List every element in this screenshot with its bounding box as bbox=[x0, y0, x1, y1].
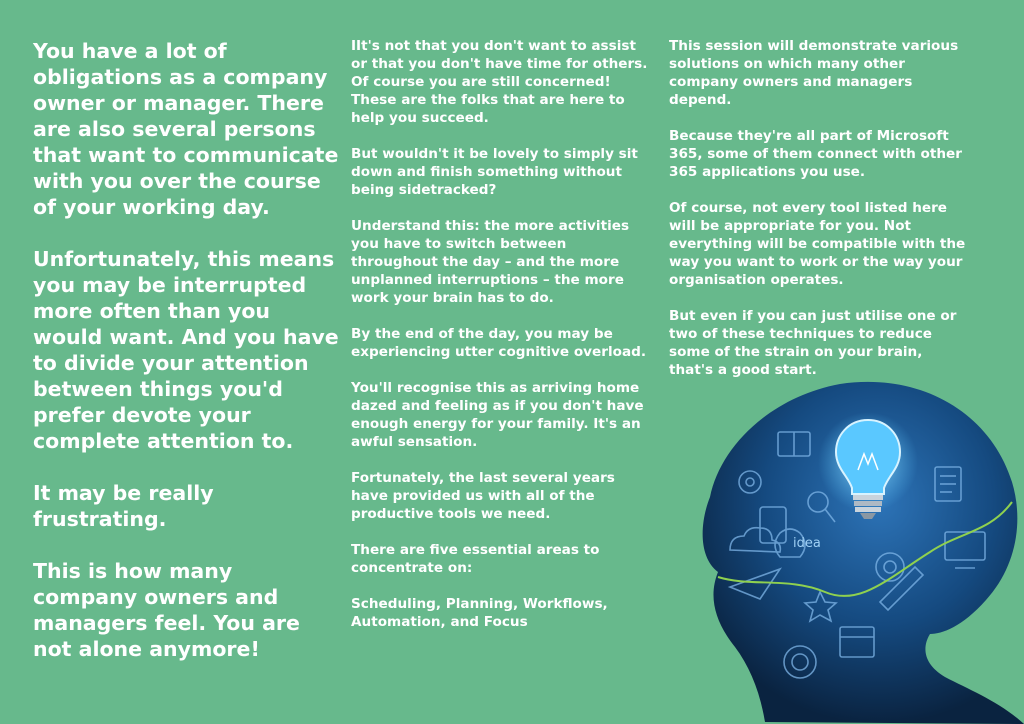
right-paragraph-3: Of course, not every tool listed here will be appropriate for you. Not everything will be compatible with the way you want to work or the way your organisation operates. bbox=[669, 200, 966, 288]
middle-paragraph-8: Scheduling, Planning, Workflows, Automation, and Focus bbox=[351, 596, 608, 630]
idea-label: idea bbox=[793, 536, 821, 551]
middle-paragraph-1: IIt's not that you don't want to assist or that you don't have time for others. Of course you are still concerned! These are the folks that are here to help you succeed. bbox=[351, 38, 648, 126]
middle-paragraph-4: By the end of the day, you may be experiencing utter cognitive overload. bbox=[351, 326, 647, 360]
middle-paragraph-7: There are five essential areas to concentrate on: bbox=[351, 542, 600, 576]
right-paragraph-1: This session will demonstrate various solutions on which many other company owners and managers depend. bbox=[669, 38, 959, 108]
middle-paragraph-3: Understand this: the more activities you have to switch between throughout the day – and the more unplanned interruptions – the more work your brain has to do. bbox=[351, 218, 630, 306]
middle-column bbox=[351, 37, 656, 649]
middle-paragraph-5: You'll recognise this as arriving home dazed and feeling as if you don't have enough energy for your family. It's an awful sensation. bbox=[351, 380, 644, 450]
left-paragraph-4: This is how many company owners and managers feel. You are not alone anymore! bbox=[33, 559, 300, 661]
right-paragraph-2: Because they're all part of Microsoft 365, some of them connect with other 365 applications you use. bbox=[669, 128, 962, 180]
middle-paragraph-2: But wouldn't it be lovely to simply sit down and finish something without being sidetracked? bbox=[351, 146, 638, 198]
left-paragraph-2: Unfortunately, this means you may be interrupted more often than you would want. And you have to divide your attention between things you'd prefer devote your complete attention to. bbox=[33, 247, 339, 453]
left-column bbox=[33, 38, 343, 688]
right-paragraph-4: But even if you can just utilise one or two of these techniques to reduce some of the strain on your brain, that's a good start. bbox=[669, 308, 957, 378]
left-paragraph-1: You have a lot of obligations as a company owner or manager. There are also several persons that want to communicate with you over the course of your working day. bbox=[33, 39, 339, 219]
brain-head-illustration bbox=[690, 372, 1024, 724]
left-paragraph-3: It may be really frustrating. bbox=[33, 481, 214, 531]
right-column bbox=[669, 37, 969, 397]
middle-paragraph-6: Fortunately, the last several years have provided us with all of the productive tools we need. bbox=[351, 470, 615, 522]
